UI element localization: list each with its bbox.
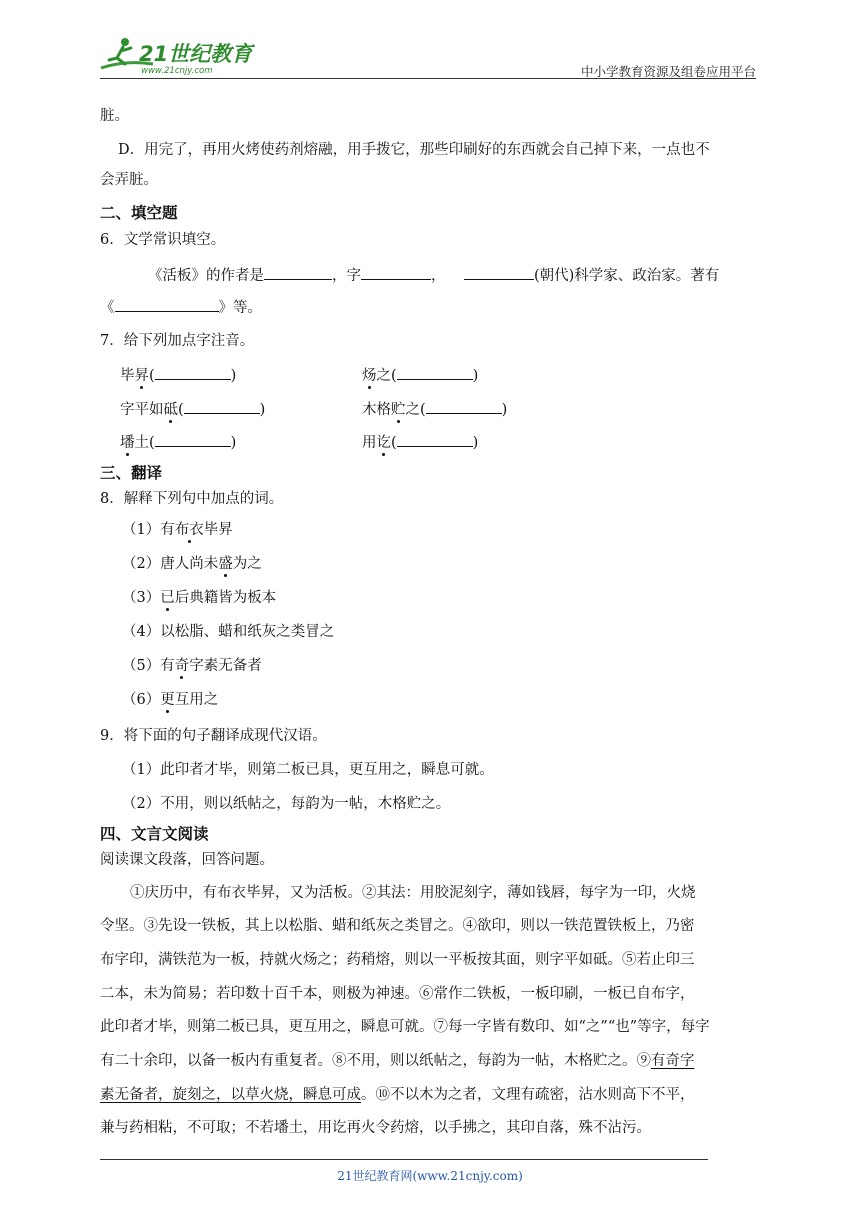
- list-item: （3）已后典籍皆为板本: [122, 590, 277, 606]
- option-d-line-cont: 会弄脏。: [100, 172, 158, 188]
- list-item: （1）有布衣毕昇: [122, 522, 233, 538]
- q6-text-d: (朝代)科学家、政治家。著有: [533, 268, 720, 284]
- reading-line: 令坚。③先设一铁板，其上以松脂、蜡和纸灰之类冒之。④欲印，则以一铁范置铁板上，乃密: [100, 918, 695, 934]
- section-title: 三、翻译: [100, 464, 163, 482]
- pinyin-item: 用讫( ): [362, 431, 478, 453]
- reading-line: 此印者才毕，则第二板已具，更互用之，瞬息可就。⑦每一字皆有数印、如“之”“也”等字，每字: [100, 1019, 710, 1035]
- q6-text-c: ，: [431, 268, 446, 284]
- list-item: （2）唐人尚未盛为之: [122, 556, 262, 572]
- underlined-sentence: 有奇字: [651, 1053, 695, 1069]
- list-item: （1）此印者才毕，则第二板已具，更互用之，瞬息可就。: [122, 762, 494, 778]
- dynasty-blank[interactable]: [464, 264, 534, 280]
- pinyin-blank[interactable]: [155, 431, 231, 447]
- section-title: 四、文言文阅读: [100, 825, 209, 843]
- q6-text-b: ，字: [332, 268, 361, 284]
- logo-text: 21世纪教育: [139, 42, 253, 66]
- list-item: （4）以松脂、蜡和纸灰之类冒之: [122, 624, 335, 640]
- footer-divider: [100, 1159, 708, 1160]
- pinyin-item: 墦土( ): [120, 431, 236, 453]
- footer-link[interactable]: 21世纪教育网(www.21cnjy.com): [337, 1169, 523, 1183]
- reading-intro: 阅读课文段落，回答问题。: [100, 852, 274, 868]
- text-line: 脏。: [100, 108, 129, 124]
- question-6-line-1: [148, 264, 719, 286]
- pinyin-item: 炀之( ): [362, 364, 478, 386]
- reading-line: 素无备者，旋刻之，以草火烧，瞬息可成。⑩不以木为之者，文理有疏密，沾水则高下不平，: [100, 1087, 695, 1103]
- reading-line: 布字印，满铁范为一板，持就火炀之；药稍熔，则以一平板按其面，则字平如砥。⑤若止印三: [100, 952, 695, 968]
- header-tagline: 中小学教育资源及组卷应用平台: [580, 64, 756, 79]
- pinyin-blank[interactable]: [184, 398, 260, 414]
- pinyin-item: 字平如砥( ): [120, 398, 265, 420]
- question-9-title: 9．将下面的句子翻译成现代汉语。: [100, 728, 327, 744]
- pinyin-blank[interactable]: [397, 431, 473, 447]
- underlined-sentence: 素无备者，旋刻之，以草火烧，瞬息可成: [100, 1087, 361, 1103]
- option-d-line: D．用完了，再用火烤使药剂熔融，用手拨它，那些印刷好的东西就会自己掉下来，一点也不: [118, 142, 710, 158]
- list-item: （6）更互用之: [122, 692, 219, 708]
- pinyin-blank[interactable]: [397, 364, 473, 380]
- section-title: 二、填空题: [100, 204, 178, 222]
- pinyin-blank[interactable]: [426, 398, 502, 414]
- work-title-blank[interactable]: [115, 296, 219, 312]
- question-7-title: 7．给下列加点字注音。: [100, 333, 255, 349]
- runner-logo-icon: [95, 34, 255, 78]
- header-divider: [100, 78, 756, 79]
- site-logo: [95, 34, 255, 78]
- question-6-title: 6．文学常识填空。: [100, 232, 226, 248]
- q6-text-e: 《: [100, 300, 115, 316]
- author-blank[interactable]: [264, 264, 332, 280]
- logo-url: www.21cnjy.com: [141, 66, 213, 76]
- q6-text-a: 《活板》的作者是: [148, 268, 264, 284]
- reading-line: ①庆历中，有布衣毕昇，又为活板。②其法：用胶泥刻字，薄如钱唇，每字为一印，火烧: [130, 885, 696, 901]
- pinyin-blank[interactable]: [155, 364, 231, 380]
- question-8-title: 8．解释下列句中加点的词。: [100, 491, 284, 507]
- pinyin-item: 木格贮之( ): [362, 398, 507, 420]
- pinyin-item: 毕昇( ): [120, 364, 236, 386]
- list-item: （5）有奇字素无备者: [122, 658, 262, 674]
- reading-line: 有二十余印，以备一板内有重复者。⑧不用，则以纸帖之，每韵为一帖，木格贮之。⑨有奇字: [100, 1053, 695, 1069]
- question-6-line-2: [100, 296, 262, 318]
- list-item: （2）不用，则以纸帖之，每韵为一帖，木格贮之。: [122, 796, 451, 812]
- reading-line: 二本，未为简易；若印数十百千本，则极为神速。⑥常作二铁板，一板印刷，一板已自布字，: [100, 986, 695, 1002]
- courtesy-name-blank[interactable]: [361, 264, 431, 280]
- q6-text-f: 》等。: [218, 300, 262, 316]
- reading-line: 兼与药相粘，不可取；不若墦土，用讫再火令药熔，以手拂之，其印自落，殊不沾污。: [100, 1120, 651, 1136]
